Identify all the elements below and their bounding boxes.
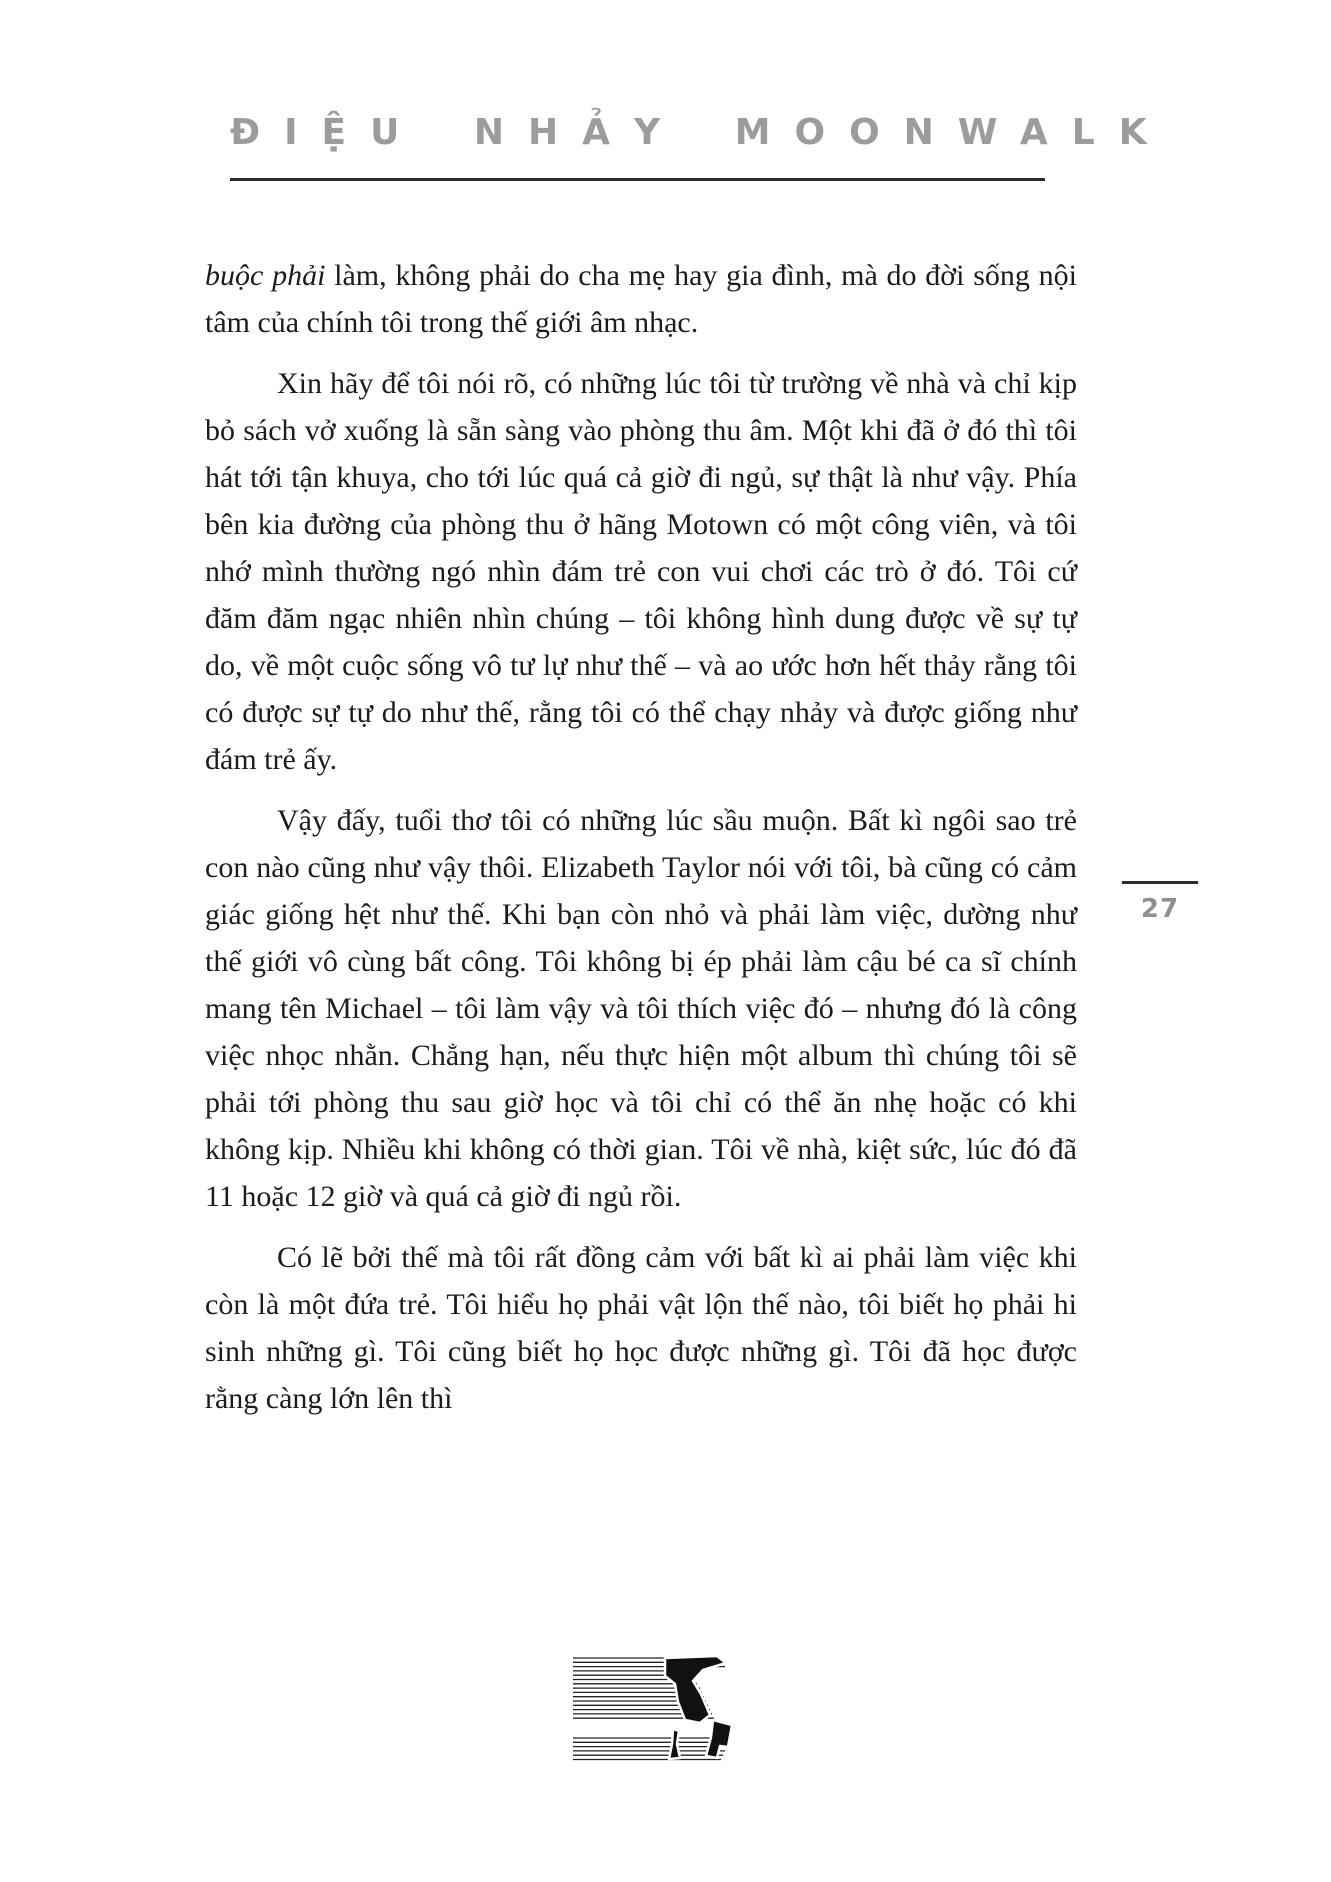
paragraph-continued-rest: làm, không phải do cha mẹ hay gia đình, mà do đời sống nội tâm của chính tôi trong thế giới âm nhạc. xyxy=(205,259,1077,339)
header-rule xyxy=(230,178,1045,181)
paragraph: Vậy đấy, tuổi thơ tôi có những lúc sầu muộn. Bất kì ngôi sao trẻ con nào cũng như vậy thôi. Elizabeth Taylor nói với tôi, bà cũng có cảm giác giống hệt như thế. Khi bạn còn nhỏ và phải làm việc, dường như thế giới vô cùng bất công. Tôi không bị ép phải làm cậu bé ca sĩ chính mang tên Michael – tôi làm vậy và tôi thích việc đó – nhưng đó là công việc nhọc nhằn. Chẳng hạn, nếu thực hiện một album thì chúng tôi sẽ phải tới phòng thu sau giờ học và tôi chỉ có thể ăn nhẹ hoặc có khi không kịp. Nhiều khi không có thời gian. Tôi về nhà, kiệt sức, lúc đó đã 11 hoặc 12 giờ và quá cả giờ đi ngủ rồi. xyxy=(205,804,1077,1213)
moonwalk-feet-icon xyxy=(565,1650,735,1765)
body-text xyxy=(205,252,1077,1422)
paragraph: Xin hãy để tôi nói rõ, có những lúc tôi từ trường về nhà và chỉ kịp bỏ sách vở xuống là sẵn sàng vào phòng thu âm. Một khi đã ở đó thì tôi hát tới tận khuya, cho tới lúc quá cả giờ đi ngủ, sự thật là như vậy. Phía bên kia đường của phòng thu ở hãng Motown có một công viên, và tôi nhớ mình thường ngó nhìn đám trẻ con vui chơi các trò ở đó. Tôi cứ đăm đăm ngạc nhiên nhìn chúng – tôi không hình dung được về sự tự do, về một cuộc sống vô tư lự như thế – và ao ước hơn hết thảy rằng tôi có được sự tự do như thế, rằng tôi có thể chạy nhảy và được giống như đám trẻ ấy. xyxy=(205,367,1077,776)
page-number: 27 xyxy=(1140,894,1180,924)
page-number-rule xyxy=(1122,881,1198,884)
paragraph-continued xyxy=(205,252,1077,346)
moonwalk-feet-logo xyxy=(565,1650,735,1765)
page-title: ĐIỆU NHẢY MOONWALK xyxy=(230,112,1171,153)
margin-page-number xyxy=(1122,881,1198,924)
lead-italic-phrase: buộc phải xyxy=(205,259,326,292)
paragraph: Có lẽ bởi thế mà tôi rất đồng cảm với bất kì ai phải làm việc khi còn là một đứa trẻ. Tôi hiểu họ phải vật lộn thế nào, tôi biết họ phải hi sinh những gì. Tôi cũng biết họ học được những gì. Tôi đã học được rằng càng lớn lên thì xyxy=(205,1241,1077,1415)
running-head xyxy=(230,112,1171,153)
